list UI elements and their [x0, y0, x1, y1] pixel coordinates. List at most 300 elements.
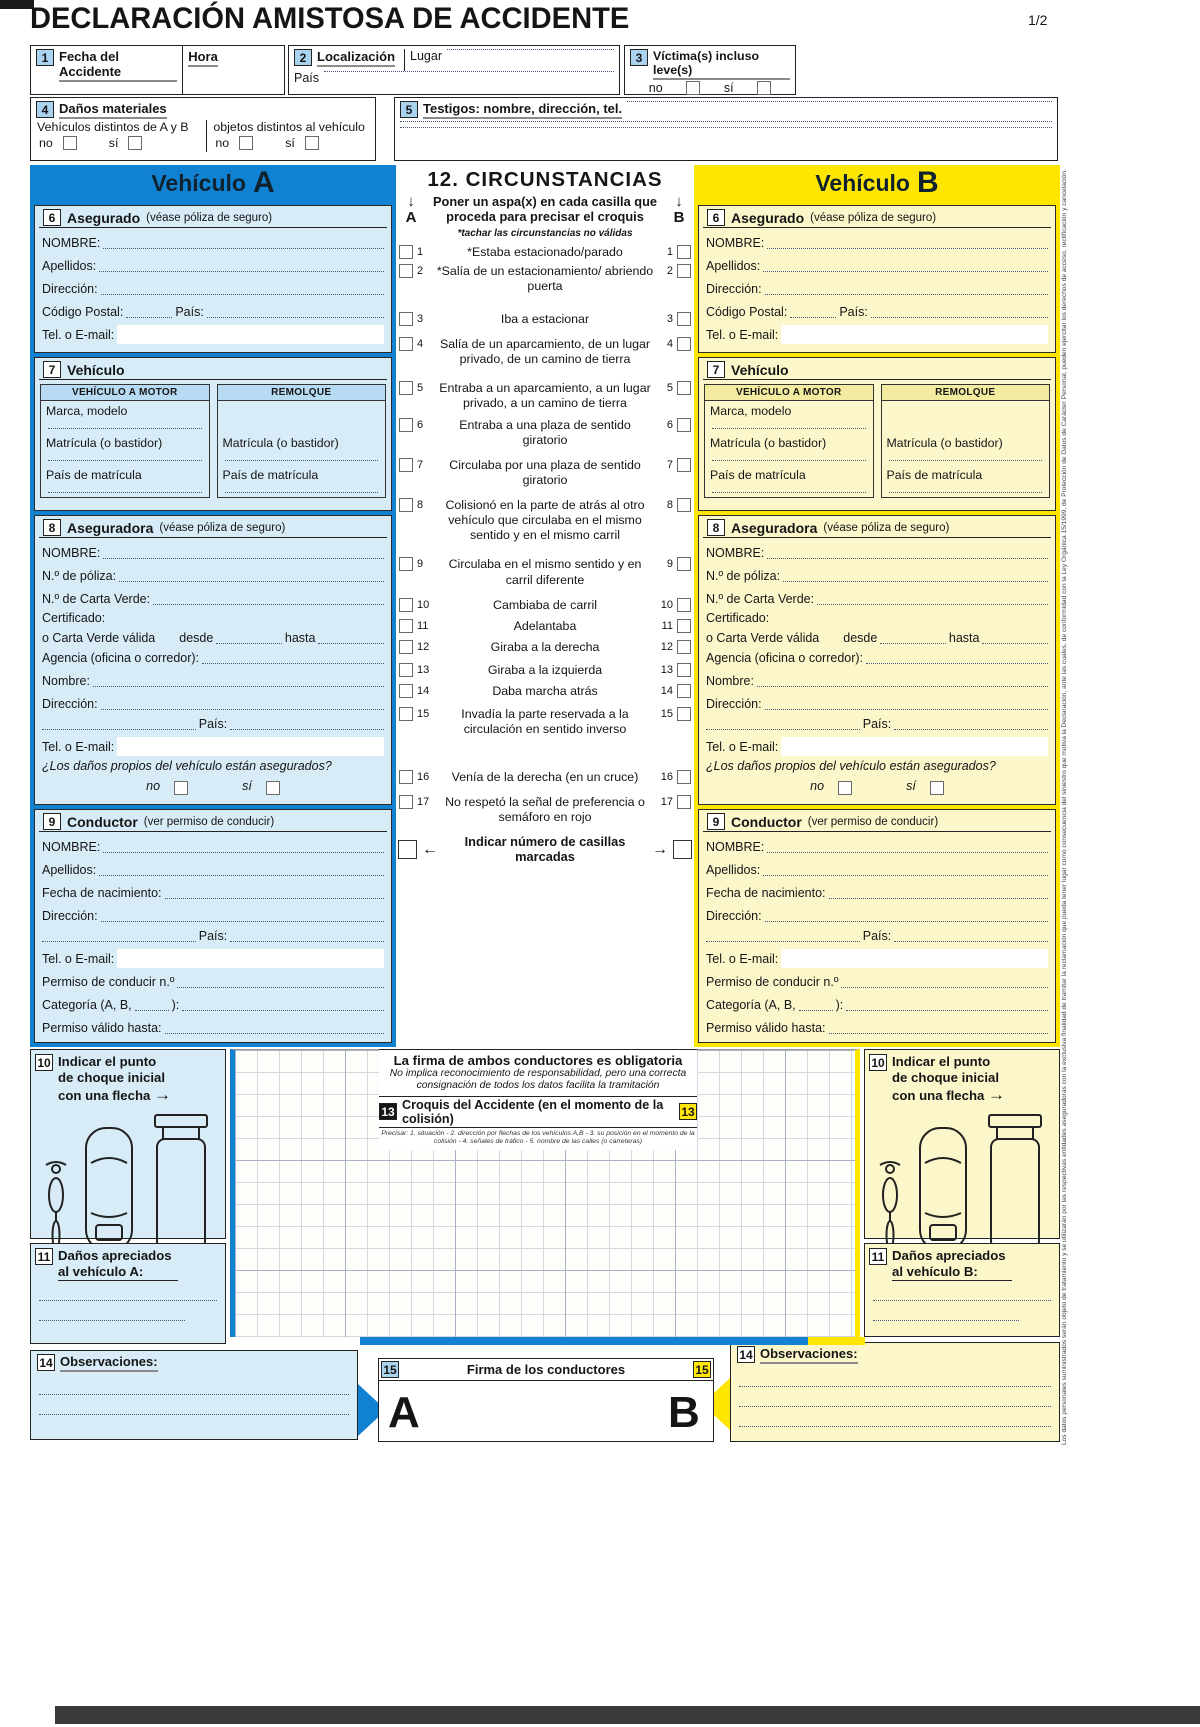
driver-birthdate-input-b[interactable] — [829, 898, 1048, 899]
motorcycle-top-view-icon — [43, 1143, 69, 1253]
vehicle-a-column — [30, 165, 396, 1047]
insured-postal-input-b[interactable] — [790, 317, 836, 318]
make-model-label: Marca, modelo — [46, 404, 128, 418]
section-8-badge: 8 — [43, 519, 61, 536]
material-damage-label: Daños materiales — [59, 101, 167, 119]
damage-other-vehicles-label: Vehículos distintos de A y B — [37, 120, 189, 134]
section-7-badge: 7 — [43, 361, 61, 378]
damage-insured-no-checkbox-b[interactable] — [838, 781, 852, 795]
from-input[interactable] — [216, 643, 282, 644]
driver-address-input[interactable] — [101, 921, 384, 922]
driver-birthdate-input[interactable] — [165, 898, 384, 899]
license-category-input-2b[interactable] — [846, 1010, 1048, 1011]
plate-label: Matrícula (o bastidor) — [46, 436, 163, 450]
circ-1-checkbox-a[interactable] — [399, 245, 413, 259]
insured-postal-input[interactable] — [126, 317, 172, 318]
yellow-strip — [808, 1337, 865, 1345]
circumstance-row-9: 9 Circulaba en el mismo sentido y en carril diferente 9 — [396, 557, 694, 587]
until-input-b[interactable] — [982, 643, 1048, 644]
trailer-country-input[interactable] — [225, 492, 379, 493]
insured-subtitle-b: (véase póliza de seguro) — [810, 211, 937, 224]
circ-8-checkbox-b[interactable] — [677, 498, 691, 512]
circumstances-instruction: Poner un aspa(x) en cada casilla que proceda para precisar el croquis — [432, 194, 658, 225]
circ-13-checkbox-a[interactable] — [399, 663, 413, 677]
circ-12-checkbox-a[interactable] — [399, 640, 413, 654]
field-11-damage-b — [864, 1243, 1060, 1337]
observations-input-b-2[interactable] — [739, 1393, 1051, 1407]
total-boxes-input-b[interactable] — [673, 840, 692, 859]
trailer-plate-input[interactable] — [225, 460, 379, 461]
truck-top-view-icon — [149, 1113, 213, 1253]
agency-address-input[interactable] — [101, 709, 384, 710]
make-model-input[interactable] — [48, 428, 202, 429]
circ-8-checkbox-a[interactable] — [399, 498, 413, 512]
insurer-phone-input-b[interactable] — [781, 737, 1048, 756]
driver-name-label: NOMBRE: — [42, 840, 101, 855]
circ-11-checkbox-b[interactable] — [677, 619, 691, 633]
agency-name-label: Nombre: — [42, 674, 90, 688]
circ-9-checkbox-a[interactable] — [399, 557, 413, 571]
observations-input-a-2[interactable] — [39, 1401, 349, 1415]
insured-postal-label: Código Postal: — [42, 305, 124, 320]
total-boxes-label: Indicar número de casillas marcadas — [464, 833, 626, 864]
driver-country-input-b[interactable] — [894, 941, 1048, 942]
field-5-witnesses — [394, 97, 1058, 161]
insured-address-input[interactable] — [101, 294, 384, 295]
trailer-plate-input-b[interactable] — [889, 460, 1043, 461]
damage-input-a-1[interactable] — [39, 1287, 217, 1301]
circumstance-row-5: 5 Entraba a un aparcamiento, a un lugar privado, a un camino de tierra 5 — [396, 381, 694, 411]
section-6-badge: 6 — [43, 209, 61, 226]
motor-vehicle-cell-b — [704, 384, 874, 498]
field-13-badge-a: 13 — [379, 1103, 397, 1120]
trailer-country-input-b[interactable] — [889, 492, 1043, 493]
circumstance-row-15: 15 Invadía la parte reservada a la circulación en sentido inverso 15 — [396, 707, 694, 737]
license-category-input-2[interactable] — [182, 1010, 384, 1011]
accident-date-label: Fecha del Accidente — [59, 49, 177, 82]
impact-point-label-a: Indicar el punto de choque inicial con una flecha → — [58, 1054, 172, 1105]
insured-name-label-b: NOMBRE: — [706, 236, 765, 251]
motor-vehicle-header: VEHÍCULO A MOTOR — [41, 385, 209, 401]
field-5-badge: 5 — [400, 101, 418, 118]
section-7-badge-b: 7 — [707, 361, 725, 378]
circumstances-title: 12. CIRCUNSTANCIAS — [427, 168, 663, 191]
observations-input-b-1[interactable] — [739, 1373, 1051, 1387]
damage-insured-no-label-b: no — [810, 779, 825, 793]
sketch-instructions: Precisar: 1. situación - 2. dirección por flechas de los vehículos A,B - 3. su posición en el momento de la colisión - 4. señales de tráfico - 5. nombre de las calles (o carreteras) — [381, 1129, 695, 1146]
insured-postal-label-b: Código Postal: — [706, 305, 788, 320]
page-number: 1/2 — [1028, 12, 1048, 28]
driver-title: Conductor — [67, 813, 138, 830]
insured-country-input-b[interactable] — [871, 317, 1048, 318]
driver-title-b: Conductor — [731, 813, 802, 830]
green-card-label: N.º de Carta Verde: — [42, 592, 151, 607]
license-category-input-1b[interactable] — [799, 1010, 833, 1011]
agency-name-label-b: Nombre: — [706, 674, 754, 688]
circumstance-row-8: 8 Colisionó en la parte de atrás al otro vehículo que circulaba en el mismo sentido y en el mismo carril 8 — [396, 498, 694, 543]
make-model-input-b[interactable] — [712, 428, 866, 429]
field-11-damage-a — [30, 1243, 226, 1344]
license-number-label: Permiso de conducir n.º — [42, 975, 175, 990]
insurer-phone-input[interactable] — [117, 737, 384, 756]
agency-address-input-b[interactable] — [765, 709, 1048, 710]
agency-country-label-b: País: — [862, 717, 892, 731]
agency-label-b: Agencia (oficina o corredor): — [706, 651, 864, 665]
observations-label-a: Observaciones: — [60, 1354, 158, 1372]
circ-6-checkbox-a[interactable] — [399, 418, 413, 432]
field-11-badge-b: 11 — [869, 1248, 887, 1265]
vehicle-title-b: Vehículo — [731, 361, 789, 378]
insured-title-b: Asegurado — [731, 209, 805, 226]
license-valid-label-b: Permiso válido hasta: — [706, 1021, 826, 1036]
driver-country-input[interactable] — [230, 941, 384, 942]
circ-7-checkbox-a[interactable] — [399, 458, 413, 472]
circumstance-row-17: 17 No respetó la señal de preferencia o semáforo en rojo 17 — [396, 795, 694, 825]
driver-surname-input-b[interactable] — [763, 875, 1048, 876]
circ-6-checkbox-b[interactable] — [677, 418, 691, 432]
circumstance-row-2: 2 *Salía de un estacionamiento/ abriendo puerta 2 — [396, 264, 694, 294]
certificate-label: Certificado: — [42, 611, 106, 625]
make-model-label-b: Marca, modelo — [710, 404, 792, 418]
plate-input[interactable] — [48, 460, 202, 461]
circumstance-row-7: 7 Circulaba por una plaza de sentido giratorio 7 — [396, 458, 694, 488]
damage-objects-no-label: no — [215, 136, 230, 150]
insured-name-input-b[interactable] — [767, 248, 1048, 249]
until-input[interactable] — [318, 643, 384, 644]
victims-no-checkbox[interactable] — [686, 81, 700, 95]
signature-area[interactable] — [379, 1381, 713, 1436]
column-a-arrow: ↓ A — [405, 193, 417, 226]
circ-3-checkbox-a[interactable] — [399, 312, 413, 326]
motorcycle-top-view-icon — [877, 1143, 903, 1253]
location-label: Localización — [317, 49, 395, 67]
driver-phone-input[interactable] — [117, 949, 384, 968]
witnesses-input-line-2[interactable] — [400, 121, 1052, 122]
section-6-insured-a — [34, 205, 392, 353]
agency-address-label-b: Dirección: — [706, 697, 762, 711]
agency-country-input-b[interactable] — [894, 729, 1048, 730]
plate-input-b[interactable] — [712, 460, 866, 461]
observations-input-a-1[interactable] — [39, 1381, 349, 1395]
field-4-material-damage — [30, 97, 376, 161]
country-input-line[interactable] — [324, 71, 614, 72]
impact-point-label-b: Indicar el punto de choque inicial con una flecha → — [892, 1054, 1006, 1105]
circumstances-panel — [396, 165, 694, 864]
country-label: País — [294, 71, 320, 85]
field-10-badge-a: 10 — [35, 1054, 53, 1071]
arrow-right-icon: → — [154, 1085, 172, 1105]
circ-1-checkbox-b[interactable] — [677, 245, 691, 259]
section-9-badge-b: 9 — [707, 813, 725, 830]
damage-other-objects-label: objetos distintos al vehículo — [213, 120, 365, 134]
agency-input-b[interactable] — [866, 663, 1048, 664]
circumstance-row-12: 12 Giraba a la derecha 12 — [396, 640, 694, 655]
driver-surname-label: Apellidos: — [42, 863, 97, 878]
from-label-b: desde — [843, 631, 878, 645]
license-category-input-1[interactable] — [135, 1010, 169, 1011]
damage-insured-yes-checkbox-a[interactable] — [266, 781, 280, 795]
hour-label: Hora — [188, 49, 218, 67]
driver-country-label-b: País: — [862, 929, 892, 944]
signature-b-letter: B — [668, 1388, 700, 1437]
driver-address-label-b: Dirección: — [706, 909, 762, 924]
circ-12-checkbox-b[interactable] — [677, 640, 691, 654]
insurer-name-input-b[interactable] — [767, 558, 1048, 559]
license-number-input-b[interactable] — [841, 987, 1048, 988]
circumstance-row-1: 1 *Estaba estacionado/parado 1 — [396, 245, 694, 260]
witnesses-input-line-3[interactable] — [400, 127, 1052, 128]
hour-input[interactable] — [183, 70, 284, 88]
field-3-victims — [624, 45, 796, 95]
motor-vehicle-header-b: VEHÍCULO A MOTOR — [705, 385, 873, 401]
driver-address-input-2b[interactable] — [706, 941, 860, 942]
observations-label-b: Observaciones: — [760, 1346, 858, 1364]
damage-vehicles-yes-label: sí — [108, 136, 119, 150]
victims-yes-label: sí — [723, 81, 734, 95]
signature-a-letter: A — [388, 1388, 420, 1437]
insured-surname-input-b[interactable] — [763, 271, 1048, 272]
damage-insured-yes-checkbox-b[interactable] — [930, 781, 944, 795]
circ-14-checkbox-b[interactable] — [677, 684, 691, 698]
circ-17-checkbox-a[interactable] — [399, 795, 413, 809]
data-protection-notice: Los datos personales suministrados serán objeto de tratamiento y se utilizarán por las respectivas entidades aseguradoras con la exclusiva finalidad de tramitar la reclamación que pueda tener lugar como consecuencia del siniestro que motiva la Declaración, ante las cuales, de conformidad con la Ley Orgánica 15/1999, de Protección de Datos de Carácter Personal, pueden ejercitar los derechos de acceso, rectificación y cancelación. — [1061, 169, 1068, 1445]
section-8-badge-b: 8 — [707, 519, 725, 536]
circumstance-row-16: 16 Venía de la derecha (en un cruce) 16 — [396, 770, 694, 785]
trailer-header-b: REMOLQUE — [882, 385, 1050, 401]
insured-phone-label: Tel. o E-mail: — [42, 328, 115, 343]
damage-input-a-2[interactable] — [39, 1307, 185, 1321]
field-14-badge-b: 14 — [737, 1346, 755, 1363]
signature-disclaimer: No implica reconocimiento de responsabilidad, pero una correcta consignación de todos los datos facilita la tramitación — [389, 1068, 687, 1092]
circumstance-row-4: 4 Salía de un aparcamiento, de un lugar privado, de un camino de tierra 4 — [396, 337, 694, 367]
insurer-title: Aseguradora — [67, 519, 154, 536]
circ-13-checkbox-b[interactable] — [677, 663, 691, 677]
insured-surname-input[interactable] — [99, 271, 384, 272]
insured-surname-label-b: Apellidos: — [706, 259, 761, 274]
circ-7-checkbox-b[interactable] — [677, 458, 691, 472]
driver-address-input-2[interactable] — [42, 941, 196, 942]
section-9-badge: 9 — [43, 813, 61, 830]
license-valid-input-b[interactable] — [829, 1033, 1048, 1034]
page-title: DECLARACIÓN AMISTOSA DE ACCIDENTE — [30, 2, 630, 35]
insured-name-label: NOMBRE: — [42, 236, 101, 251]
driver-country-label: País: — [198, 929, 228, 944]
circ-2-checkbox-a[interactable] — [399, 264, 413, 278]
circ-9-checkbox-b[interactable] — [677, 557, 691, 571]
plate-country-input-b[interactable] — [712, 492, 866, 493]
green-card-input[interactable] — [153, 604, 384, 605]
circumstance-row-3: 3 Iba a estacionar 3 — [396, 312, 694, 327]
license-valid-input[interactable] — [165, 1033, 384, 1034]
damage-objects-no-checkbox[interactable] — [239, 136, 253, 150]
vehicle-silhouettes-b[interactable] — [865, 1105, 1059, 1259]
insurer-phone-label: Tel. o E-mail: — [42, 740, 115, 754]
circ-17-checkbox-b[interactable] — [677, 795, 691, 809]
circ-15-checkbox-b[interactable] — [677, 707, 691, 721]
circ-2-checkbox-b[interactable] — [677, 264, 691, 278]
sketch-label: Croquis del Accidente (en el momento de la colisión) — [402, 1097, 664, 1126]
section-6-insured-b — [698, 205, 1056, 353]
green-card-input-b[interactable] — [817, 604, 1048, 605]
truck-top-view-icon — [983, 1113, 1047, 1253]
field-15-badge-b: 15 — [693, 1361, 711, 1378]
section-6-badge-b: 6 — [707, 209, 725, 226]
damage-objects-yes-checkbox[interactable] — [305, 136, 319, 150]
car-top-view-icon — [915, 1125, 971, 1253]
vehicle-title: Vehículo — [67, 361, 125, 378]
driver-birthdate-label-b: Fecha de nacimiento: — [706, 886, 826, 901]
circ-16-checkbox-a[interactable] — [399, 770, 413, 784]
field-13-badge-b: 13 — [679, 1103, 697, 1120]
insured-name-input[interactable] — [103, 248, 384, 249]
insured-subtitle: (véase póliza de seguro) — [146, 211, 273, 224]
vehicle-b-title: Vehículo B — [815, 166, 939, 199]
damage-insured-no-checkbox-a[interactable] — [174, 781, 188, 795]
insured-surname-label: Apellidos: — [42, 259, 97, 274]
damage-label-a: Daños apreciados al vehículo A: — [58, 1248, 178, 1281]
circ-5-checkbox-b[interactable] — [677, 381, 691, 395]
driver-address-label: Dirección: — [42, 909, 98, 924]
insurer-name-input[interactable] — [103, 558, 384, 559]
driver-phone-label: Tel. o E-mail: — [42, 952, 115, 967]
license-category-label-2: ): — [171, 998, 180, 1013]
license-number-input[interactable] — [177, 987, 384, 988]
until-label: hasta — [284, 631, 316, 645]
agency-name-input[interactable] — [93, 686, 384, 687]
agency-address-input-2b[interactable] — [706, 729, 860, 730]
vehicle-a-title: Vehículo A — [151, 166, 275, 199]
driver-phone-label-b: Tel. o E-mail: — [706, 952, 779, 967]
insurer-phone-label-b: Tel. o E-mail: — [706, 740, 779, 754]
insured-address-input-b[interactable] — [765, 294, 1048, 295]
damage-vehicles-no-label: no — [39, 136, 53, 150]
arrow-right-icon: → — [988, 1085, 1006, 1105]
insured-country-input[interactable] — [207, 317, 384, 318]
observations-input-b-3[interactable] — [739, 1413, 1051, 1427]
circumstance-row-10: 10 Cambiaba de carril 10 — [396, 598, 694, 613]
trailer-cell-b — [881, 384, 1051, 498]
arrow-right-icon: → — [652, 840, 668, 858]
policy-number-label-b: N.º de póliza: — [706, 569, 781, 584]
place-label: Lugar — [410, 49, 443, 63]
driver-surname-label-b: Apellidos: — [706, 863, 761, 878]
field-2-badge: 2 — [294, 49, 312, 66]
driver-subtitle: (ver permiso de conducir) — [143, 815, 275, 828]
witnesses-input-line-1[interactable] — [627, 101, 1052, 102]
driver-name-input-b[interactable] — [767, 852, 1048, 853]
field-3-badge: 3 — [630, 49, 648, 66]
insured-phone-input[interactable] — [117, 325, 384, 344]
field-14-observations-a — [30, 1350, 358, 1440]
insured-address-label-b: Dirección: — [706, 282, 762, 297]
circ-15-checkbox-a[interactable] — [399, 707, 413, 721]
vehicle-b-column — [694, 165, 1060, 1047]
trailer-plate-label-b: Matrícula (o bastidor) — [886, 436, 1003, 450]
blue-strip — [360, 1337, 808, 1345]
driver-surname-input[interactable] — [99, 875, 384, 876]
damage-vehicles-yes-checkbox[interactable] — [128, 136, 142, 150]
from-input-b[interactable] — [880, 643, 946, 644]
policy-number-input[interactable] — [119, 581, 384, 582]
insurer-subtitle-b: (véase póliza de seguro) — [823, 521, 950, 534]
circ-3-checkbox-b[interactable] — [677, 312, 691, 326]
signature-mandatory-text: La firma de ambos conductores es obligatoria — [393, 1053, 683, 1068]
damage-insured-question: ¿Los daños propios del vehículo están asegurados? — [42, 759, 332, 773]
plate-country-input[interactable] — [48, 492, 202, 493]
damage-insured-no-label: no — [146, 779, 161, 793]
insured-country-label: País: — [175, 305, 204, 320]
valid-card-label: o Carta Verde válida — [42, 631, 156, 645]
circ-10-checkbox-a[interactable] — [399, 598, 413, 612]
circumstances-note: *tachar las circunstancias no válidas — [457, 227, 633, 239]
field-1-badge: 1 — [36, 49, 54, 66]
victims-label: Víctima(s) incluso leve(s) — [653, 49, 790, 80]
circumstance-row-13: 13 Giraba a la izquierda 13 — [396, 663, 694, 678]
agency-country-input[interactable] — [230, 729, 384, 730]
circ-4-checkbox-a[interactable] — [399, 337, 413, 351]
circ-14-checkbox-a[interactable] — [399, 684, 413, 698]
circ-16-checkbox-b[interactable] — [677, 770, 691, 784]
field-1-date-time — [30, 45, 285, 95]
driver-name-input[interactable] — [103, 852, 384, 853]
agency-input[interactable] — [202, 663, 384, 664]
license-category-label-2b: ): — [835, 998, 844, 1013]
damage-label-b: Daños apreciados al vehículo B: — [892, 1248, 1012, 1281]
driver-subtitle-b: (ver permiso de conducir) — [807, 815, 939, 828]
field-14-badge-a: 14 — [37, 1354, 55, 1371]
section-8-insurer-b — [698, 515, 1056, 805]
driver-phone-input-b[interactable] — [781, 949, 1048, 968]
until-label-b: hasta — [948, 631, 980, 645]
policy-number-input-b[interactable] — [783, 581, 1048, 582]
trailer-plate-label: Matrícula (o bastidor) — [222, 436, 339, 450]
circ-4-checkbox-b[interactable] — [677, 337, 691, 351]
victims-yes-checkbox[interactable] — [757, 81, 771, 95]
agency-address-label: Dirección: — [42, 697, 98, 711]
agency-name-input-b[interactable] — [757, 686, 1048, 687]
damage-input-b-1[interactable] — [873, 1287, 1051, 1301]
agency-address-input-2[interactable] — [42, 729, 196, 730]
circumstance-row-6: 6 Entraba a una plaza de sentido giratorio 6 — [396, 418, 694, 448]
circ-5-checkbox-a[interactable] — [399, 381, 413, 395]
circ-11-checkbox-a[interactable] — [399, 619, 413, 633]
scan-edge — [55, 1706, 1200, 1724]
field-10-impact-point-a — [30, 1049, 226, 1239]
signature-notice-block — [379, 1049, 697, 1150]
circumstance-row-14: 14 Daba marcha atrás 14 — [396, 684, 694, 699]
plate-country-label-b: País de matrícula — [710, 468, 806, 482]
place-input-line[interactable] — [447, 49, 614, 50]
circ-10-checkbox-b[interactable] — [677, 598, 691, 612]
field-2-location — [288, 45, 620, 95]
field-14-observations-b — [730, 1342, 1060, 1442]
trailer-header: REMOLQUE — [218, 385, 386, 401]
section-9-driver-b — [698, 809, 1056, 1043]
insured-phone-input-b[interactable] — [781, 325, 1048, 344]
field-4-badge: 4 — [36, 101, 54, 118]
vehicle-silhouettes-a[interactable] — [31, 1105, 225, 1259]
section-9-driver-a — [34, 809, 392, 1043]
damage-input-b-2[interactable] — [873, 1307, 1019, 1321]
driver-name-label-b: NOMBRE: — [706, 840, 765, 855]
section-7-vehicle-a — [34, 357, 392, 511]
total-boxes-input-a[interactable] — [398, 840, 417, 859]
driver-address-input-b[interactable] — [765, 921, 1048, 922]
damage-vehicles-no-checkbox[interactable] — [63, 136, 77, 150]
trailer-country-label: País de matrícula — [222, 468, 319, 482]
driver-birthdate-label: Fecha de nacimiento: — [42, 886, 162, 901]
insurer-name-label-b: NOMBRE: — [706, 546, 765, 561]
